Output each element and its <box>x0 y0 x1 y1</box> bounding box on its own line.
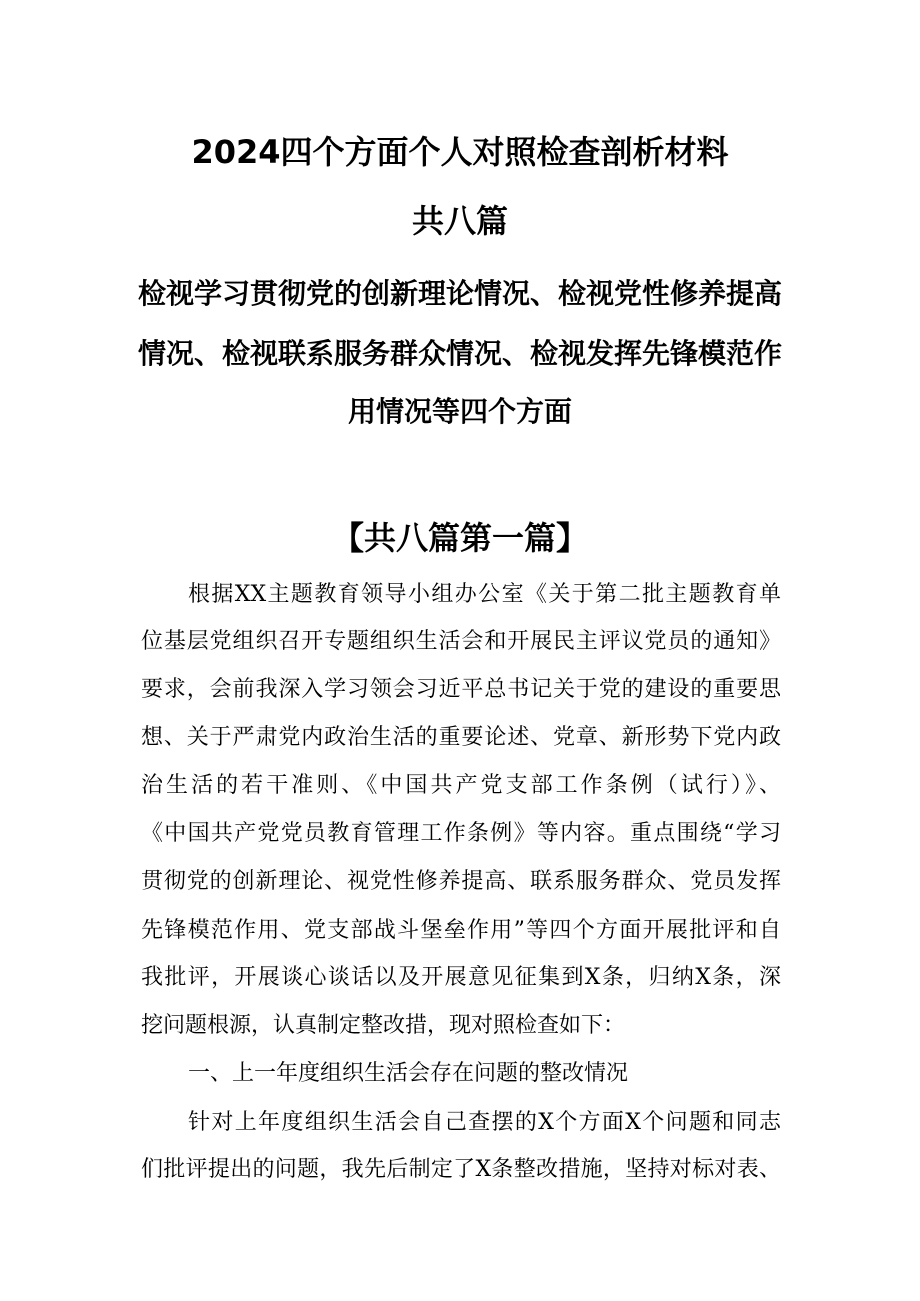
paragraph-line: 先锋模范作用、党支部战斗堡垒作用”等四个方面开展批评和自 <box>141 918 781 943</box>
section-heading-1: 一、上一年度组织生活会存在问题的整改情况 <box>188 1061 629 1086</box>
document-subtitle-line: 检视学习贯彻党的创新理论情况、检视党性修养提高 <box>137 277 782 310</box>
paragraph-line: 《中国共产党党员教育管理工作条例》等内容。重点围绕“学习 <box>141 821 781 846</box>
paragraph-line: 贯彻党的创新理论、视党性修养提高、联系服务群众、党员发挥 <box>141 869 781 894</box>
paragraph-line: 位基层党组织召开专题组织生活会和开展民主评议党员的通知》 <box>141 629 781 654</box>
paragraph-line: 我批评，开展谈心谈话以及开展意见征集到X条，归纳X条，深 <box>141 965 781 990</box>
paragraph-line: 挖问题根源，认真制定整改措，现对照检查如下： <box>141 1013 626 1038</box>
section-heading: 【共八篇第一篇】 <box>331 519 588 557</box>
paragraph-line: 治生活的若干准则、《中国共产党支部工作条例（试行）》、 <box>141 773 781 798</box>
paragraph-line: 们批评提出的问题，我先后制定了X条整改措施，坚持对标对表、 <box>141 1157 781 1182</box>
paragraph-line: 想、关于严肃党内政治生活的重要论述、党章、新形势下党内政 <box>141 725 781 750</box>
paragraph-line: 针对上年度组织生活会自己查摆的X个方面X个问题和同志 <box>188 1110 781 1135</box>
paragraph-line: 要求，会前我深入学习领会习近平总书记关于党的建设的重要思 <box>141 677 781 702</box>
document-title: 2024四个方面个人对照检查剖析材料 <box>191 133 729 171</box>
document-title-count: 共八篇 <box>411 202 508 240</box>
paragraph-line: 根据XX主题教育领导小组办公室《关于第二批主题教育单 <box>188 582 781 607</box>
document-subtitle-line: 情况、检视联系服务群众情况、检视发挥先锋模范作 <box>137 337 782 370</box>
document-subtitle-line: 用情况等四个方面 <box>347 395 572 428</box>
